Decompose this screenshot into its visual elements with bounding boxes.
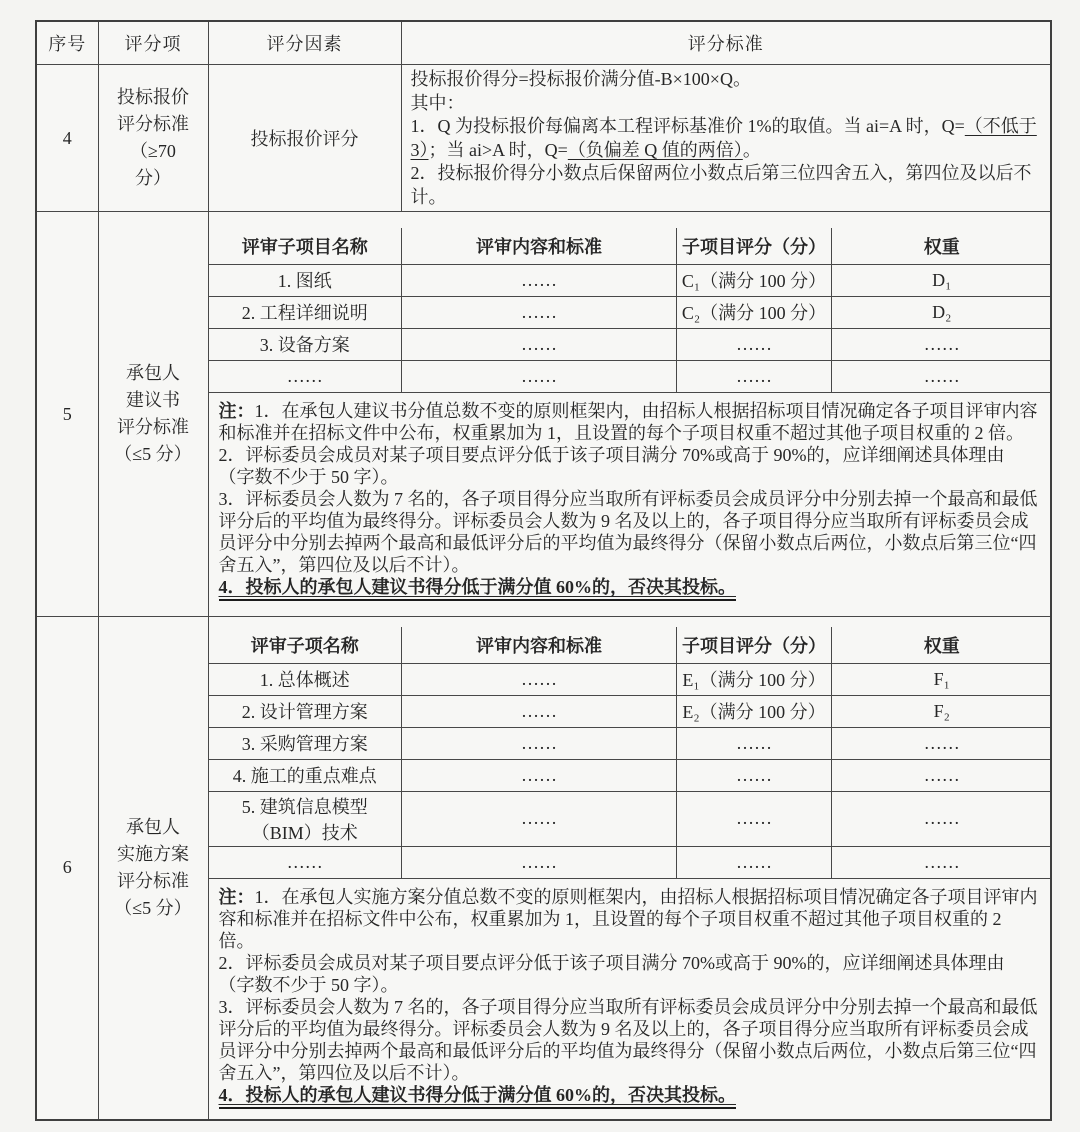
sub-row (209, 791, 1052, 846)
sub-item-content: …… (402, 759, 677, 791)
sub-item-score: …… (677, 791, 832, 846)
sub-item-weight: F₂ (832, 695, 1052, 727)
row5-sub-table (209, 228, 1052, 393)
sub-item-content: …… (402, 846, 677, 878)
row6-item-line: 实施方案 (117, 843, 189, 864)
note-1 (219, 886, 1041, 952)
row4-seq: 4 (36, 65, 98, 212)
sub-row (209, 663, 1052, 695)
sub-item-score: …… (677, 328, 832, 360)
row6-seq: 6 (36, 617, 98, 1120)
reject-clause-text: 4．投标人的承包人建议书得分低于满分值 60%的，否决其投标。 (219, 576, 737, 601)
header-cell-seq: 序号 (36, 21, 98, 65)
sub-item-name: 3. 设备方案 (209, 328, 402, 360)
criteria-text: 1．Q 为投标报价每偏离本工程评标基准价 1%的取值。当 ai=A 时，Q= (410, 116, 965, 136)
sub-row (209, 328, 1052, 360)
row5-sub-header (209, 228, 1052, 265)
sub-item-weight: …… (832, 791, 1052, 846)
header-cell-criteria: 评分标准 (401, 21, 1051, 65)
row5-notes (209, 393, 1051, 601)
sub-item-name: …… (209, 360, 402, 392)
sub-header-weight: 权重 (832, 228, 1052, 265)
sub-item-score: …… (677, 727, 832, 759)
criteria-rounding-line: 2．投标报价得分小数点后保留两位小数点后第三位四舍五入，第四位及以后不计。 (410, 163, 1032, 207)
sub-header-content: 评审内容和标准 (402, 228, 677, 265)
sub-header-name: 评审子项名称 (209, 627, 402, 664)
sub-item-content: …… (402, 727, 677, 759)
sub-item-score: …… (677, 360, 832, 392)
sub-header-score: 子项目评分（分） (677, 627, 832, 664)
sub-row (209, 264, 1052, 296)
row-4 (36, 65, 1051, 212)
row6-item-line: 承包人 (126, 816, 180, 837)
row4-item-line: （≥70 (130, 141, 176, 161)
sub-item-score: E₁（满分 100 分） (677, 663, 832, 695)
sub-item-content: …… (402, 328, 677, 360)
sub-item-score: …… (677, 759, 832, 791)
row5-item-line: 承包人 (126, 363, 180, 383)
note-1 (219, 400, 1041, 444)
sub-row (209, 759, 1052, 791)
sub-item-content: …… (402, 695, 677, 727)
sub-item-name: 1. 图纸 (209, 264, 402, 296)
row4-item-line: 评分标准 (117, 114, 189, 134)
sub-item-content: …… (402, 360, 677, 392)
sub-header-name: 评审子项目名称 (209, 228, 402, 265)
row5-seq: 5 (36, 212, 98, 617)
criteria-text: 。 (742, 139, 761, 160)
row4-criteria (401, 65, 1051, 212)
table-header-row (36, 21, 1051, 65)
sub-row (209, 846, 1052, 878)
row6-item-line: （≤5 分） (114, 897, 192, 918)
sub-item-score: C₂（满分 100 分） (677, 296, 832, 328)
note-text: 1．在承包人实施方案分值总数不变的原则框架内，由招标人根据招标项目情况确定各子项目评审内容和标准并在招标文件中公布，权重累加为 1，且设置的每个子项目权重不超过其他子项目权重的 2 倍。 (218, 886, 1038, 951)
row4-item-line: 分） (135, 168, 171, 188)
row6-item (98, 617, 208, 1120)
reject-clause-text: 4．投标人的承包人建议书得分低于满分值 60%的，否决其投标。 (219, 1084, 737, 1109)
sub-row (209, 695, 1052, 727)
header-cell-item: 评分项 (98, 21, 208, 65)
row4-item (98, 65, 208, 212)
sub-item-content: …… (402, 264, 677, 296)
sub-item-name: 5. 建筑信息模型（BIM）技术 (209, 791, 402, 846)
note-4-reject-clause (219, 1084, 1041, 1109)
criteria-text: ；当 ai>A 时，Q= (428, 139, 568, 160)
sub-item-weight: …… (832, 759, 1052, 791)
row-5 (36, 212, 1051, 617)
sub-item-content: …… (402, 791, 677, 846)
sub-item-name: …… (209, 846, 402, 878)
criteria-underlined-value: （负偏差 Q 值的两倍） (567, 139, 743, 160)
note-2: 2．评标委员会成员对某子项目要点评分低于该子项目满分 70%或高于 90%的，应详细阐述具体理由（字数不少于 50 字）。 (218, 444, 1005, 487)
sub-row (209, 727, 1052, 759)
criteria-q-rule-line (411, 115, 1043, 162)
note-label: 注： (218, 886, 255, 907)
row6-notes (209, 879, 1051, 1109)
row6-item-line: 评分标准 (117, 870, 189, 891)
note-3: 3．评标委员会人数为 7 名的，各子项目得分应当取所有评标委员会成员评分中分别去掉一个最高和最低评分后的平均值为最终得分。评标委员会人数为 9 名及以上的，各子项目得分应当取所有评标委员会成员评分中分别去掉两个最高和最低评分后的平均值为最终得分（保留小数点后两位，小数点后第三位“四舍五入”，第四位及以后不计）。 (218, 996, 1038, 1083)
sub-item-name: 2. 工程详细说明 (209, 296, 402, 328)
note-2: 2．评标委员会成员对某子项目要点评分低于该子项目满分 70%或高于 90%的，应详细阐述具体理由（字数不少于 50 字）。 (218, 952, 1005, 995)
sub-item-weight: …… (832, 360, 1052, 392)
sub-item-weight: F₁ (832, 663, 1052, 695)
sub-item-weight: …… (832, 727, 1052, 759)
note-4-reject-clause (219, 576, 1041, 601)
row5-item (98, 212, 208, 617)
row4-item-line: 投标报价 (117, 87, 189, 107)
sub-header-weight: 权重 (832, 627, 1052, 664)
sub-header-content: 评审内容和标准 (402, 627, 677, 664)
row6-detail-cell (208, 617, 1051, 1120)
row4-factor: 投标报价评分 (208, 65, 401, 212)
sub-item-score: E₂（满分 100 分） (677, 695, 832, 727)
sub-item-weight: …… (832, 328, 1052, 360)
row5-item-line: 建议书 (126, 390, 180, 410)
criteria-underlined-value: （不低于 3） (410, 116, 1037, 160)
sub-row (209, 296, 1052, 328)
sub-item-name: 4. 施工的重点难点 (209, 759, 402, 791)
sub-item-content: …… (402, 296, 677, 328)
row6-sub-table (209, 627, 1052, 879)
sub-row (209, 360, 1052, 392)
sub-item-score: C₁（满分 100 分） (677, 264, 832, 296)
sub-item-name: 2. 设计管理方案 (209, 695, 402, 727)
row6-sub-header (209, 627, 1052, 664)
sub-item-name: 3. 采购管理方案 (209, 727, 402, 759)
row5-item-line: （≤5 分） (114, 444, 192, 464)
sub-item-name: 1. 总体概述 (209, 663, 402, 695)
sub-item-weight: …… (832, 846, 1052, 878)
criteria-among-line: 其中： (410, 92, 465, 113)
sub-item-weight: D₂ (832, 296, 1052, 328)
sub-item-weight: D₁ (832, 264, 1052, 296)
row-6 (36, 617, 1051, 1120)
row5-item-line: 评分标准 (117, 417, 189, 437)
note-3: 3．评标委员会人数为 7 名的，各子项目得分应当取所有评标委员会成员评分中分别去掉一个最高和最低评分后的平均值为最终得分。评标委员会人数为 9 名及以上的，各子项目得分应当取所有评标委员会成员评分中分别去掉两个最高和最低评分后的平均值为最终得分（保留小数点后两位，小数点后第三位“四舍五入”，第四位及以后不计）。 (218, 488, 1038, 575)
sub-header-score: 子项目评分（分） (677, 228, 832, 265)
evaluation-criteria-table (35, 20, 1052, 1121)
header-cell-factor: 评分因素 (208, 21, 401, 65)
note-text: 1．在承包人建议书分值总数不变的原则框架内，由招标人根据招标项目情况确定各子项目评审内容和标准并在招标文件中公布，权重累加为 1，且设置的每个子项目权重不超过其他子项目权重的 2 倍。 (218, 400, 1038, 443)
sub-item-content: …… (402, 663, 677, 695)
criteria-formula-line: 投标报价得分=投标报价满分值-B×100×Q。 (410, 69, 751, 89)
sub-item-score: …… (677, 846, 832, 878)
note-label: 注： (218, 400, 255, 421)
row5-detail-cell (208, 212, 1051, 617)
